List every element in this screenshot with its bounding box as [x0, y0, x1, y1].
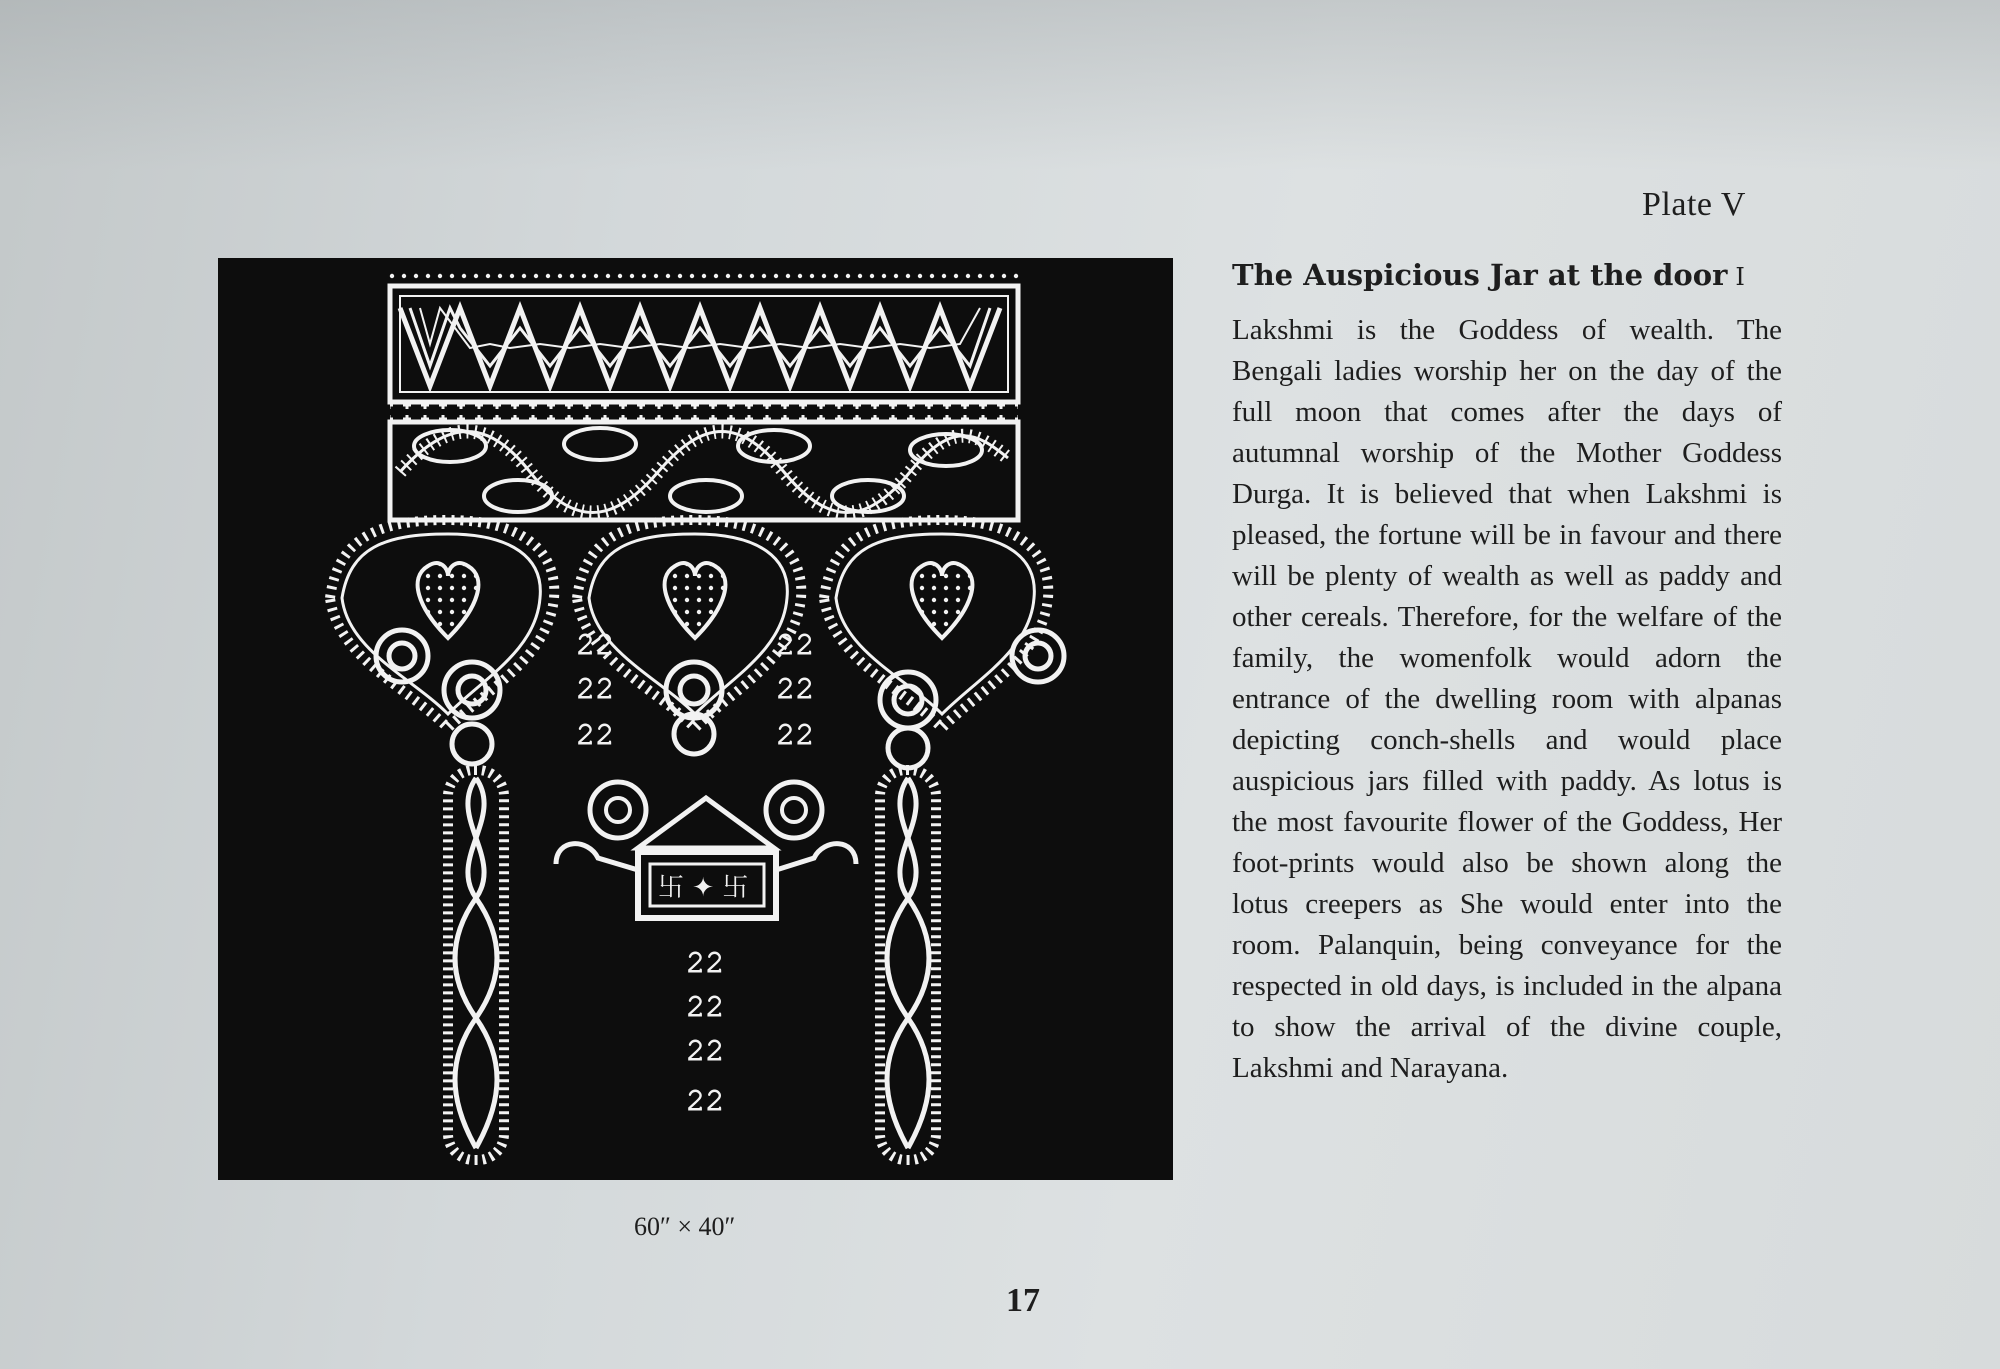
svg-text:𝟸𝟸: 𝟸𝟸 — [576, 717, 615, 752]
svg-text:𝟸𝟸: 𝟸𝟸 — [776, 717, 815, 752]
svg-text:𝟸𝟸: 𝟸𝟸 — [776, 627, 815, 662]
figure-dimensions: 60″ × 40″ — [634, 1212, 736, 1241]
palanquin — [556, 782, 856, 918]
page-number: 17 — [1006, 1282, 1040, 1319]
svg-text:𝟸𝟸: 𝟸𝟸 — [576, 627, 615, 662]
svg-text:𝟸𝟸: 𝟸𝟸 — [686, 989, 725, 1024]
plate-description: Lakshmi is the Goddess of wealth. The Bengali ladies worship her on the day of the full moon that comes after the days of autumnal worship of the Mother Goddess Durga. It is believed that when Lakshmi is pleased, the fortune will be in favour and there will be plenty of wealth as well as paddy and other cereals. Therefore, for the welfare of the family, the womenfolk would adorn the entrance of the dwelling room with alpanas depicting conch-shells and would place auspicious jars filled with paddy. As lotus is the most favourite flower of the Goddess, Her foot-prints would also be shown along the lotus creepers as She would enter into the room. Palanquin, being conveyance for the respected in old days, is included in the alpana to show the arrival of the divine couple, Lakshmi and Narayana. — [1232, 314, 1782, 1084]
svg-text:𝟸𝟸: 𝟸𝟸 — [686, 1083, 725, 1118]
svg-text:卐 ✦ 卐: 卐 ✦ 卐 — [658, 873, 749, 903]
conch-wave-band — [390, 422, 1018, 520]
alpana-illustration — [218, 258, 1173, 1180]
plate-label: Plate V — [1642, 186, 1746, 223]
cross-band — [390, 404, 1018, 420]
svg-text:𝟸𝟸: 𝟸𝟸 — [576, 671, 615, 706]
page-shadow — [0, 0, 2000, 170]
svg-text:𝟸𝟸: 𝟸𝟸 — [686, 945, 725, 980]
zigzag-band — [388, 272, 1020, 402]
heart-lobes — [330, 520, 1048, 728]
alpana-drawing — [218, 258, 1173, 1180]
spiral-ornaments — [376, 630, 1064, 768]
plate-title-text: The Auspicious Jar at the door — [1232, 258, 1728, 292]
plate-title-number: I — [1735, 263, 1745, 291]
svg-text:𝟸𝟸: 𝟸𝟸 — [776, 671, 815, 706]
plate-title — [1232, 258, 1745, 292]
svg-text:𝟸𝟸: 𝟸𝟸 — [686, 1033, 725, 1068]
